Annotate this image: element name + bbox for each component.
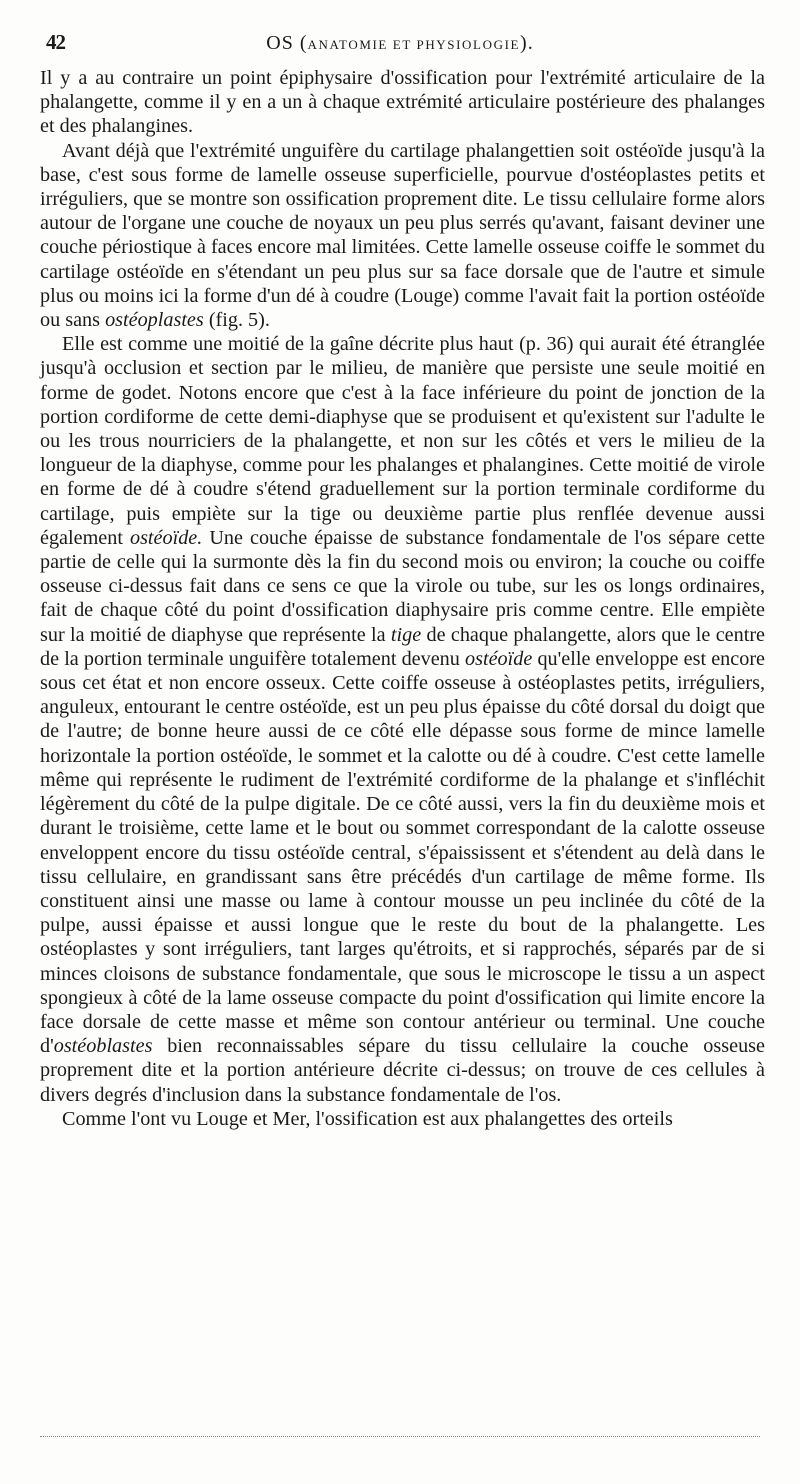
running-title (40, 32, 760, 55)
italic-run: ostéoïde (465, 647, 533, 670)
paragraph (40, 1107, 765, 1131)
paragraph (40, 332, 765, 1107)
text-run: (fig. 5). (203, 309, 270, 332)
italic-run: ostéoplastes (105, 309, 204, 332)
page-header (40, 26, 760, 56)
running-title-main: OS ( (266, 32, 308, 54)
text-run: de chaque phalangette, alors que le centre de la portion terminale unguifère totalement devenu (40, 623, 766, 670)
footer-rule (40, 1436, 760, 1437)
text-run: bien reconnaissables sépare du tissu cellulaire la couche osseuse proprement dite et la portion antérieure décrite ci-dessus; on trouve de ces cellules à divers degrés d'inclusion dans la substance fondamentale de l'os. (40, 1035, 765, 1106)
running-title-end: ). (520, 32, 534, 54)
text-run: Avant déjà que l'extrémité unguifère du cartilage phalangettien soit ostéoïde jusqu'à la base, c'est sous forme de lamelle osseuse superficielle, pourvue d'ostéoplastes petits et irréguliers, que se montre son ossification proprement dite. Le tissu cellulaire forme alors autour de l'organe une couche de noyaux un peu plus serrés qu'avant, faisant deviner une couche périostique à faces encore mal limitées. Cette lamelle osseuse coiffe le sommet du cartilage ostéoïde en s'étendant un peu plus sur sa face dorsale que de l'autre et simule plus ou moins ici la forme d'un dé à coudre (Louge) comme l'avait fait la portion ostéoïde ou sans (40, 139, 765, 332)
text-run: Il y a au contraire un point épiphysaire d'ossification pour l'extrémité articulaire de la phalangette, comme il y en a un à chaque extrémité articulaire postérieure des phalanges et des phalangines. (40, 67, 765, 138)
text-run: qu'elle enveloppe est encore sous cet état et non encore osseux. Cette coiffe osseuse à ostéoplastes petits, irréguliers, anguleux, entourant le centre ostéoïde, est un peu plus épaisse du côté dorsal du doigt que de l'autre; de bonne heure aussi de ce côté elle dépasse sous forme de mince lamelle horizontale la portion ostéoïde, le sommet et la calotte ou dé à coudre. C'est cette lamelle même qui représente le rudiment de l'extrémité cordiforme de la phalange et s'infléchit légèrement du côté de la pulpe digitale. De ce côté aussi, vers la fin du deuxième mois et durant le troisième, cette lame et le bout ou sommet correspondant de la calotte osseuse enveloppent encore du tissu ostéoïde central, s'épaississent et s'étendent au delà dans le tissu cellulaire, en grandissant sans être précédés d'un cartilage de même forme. Ils constituent ainsi une masse ou lame à contour mousse un peu inclinée du côté de la pulpe, aussi épaisse et aussi longue que le reste du bout de la phalangette. Les ostéoplastes y sont irréguliers, tant larges qu'étroits, et si rapprochés, séparés par de si minces cloisons de substance fondamentale, que sous le microscope le tissu a un aspect spongieux à côté de la lame osseuse compacte du point d'ossification qui limite encore la face dorsale de cette masse et même son contour antérieur ou terminal. Une couche d' (40, 647, 766, 1058)
running-title-smallcaps: ANATOMIE ET PHYSIOLOGIE (307, 37, 521, 52)
page-number: 42 (46, 30, 65, 54)
paragraph (40, 139, 765, 333)
italic-run: ostéoblastes (53, 1035, 153, 1058)
paragraph (40, 66, 765, 139)
text-run: Elle est comme une moitié de la gaîne décrite plus haut (p. 36) qui aurait été étranglée jusqu'à occlusion et section par le milieu, de manière que persiste une seule moitié en forme de godet. Notons encore que c'est à la face inférieure du point de jonction de la portion cordiforme de cette demi-diaphyse que se produisent et qu'existent sur l'adulte le ou les trous nourriciers de la phalangette, et non sur les côtés et vers le milieu de la longueur de la diaphyse, comme pour les phalanges et phalangines. Cette moitié de virole en forme de dé à coudre s'étend graduellement sur la portion terminale cordiforme du cartilage, puis empiète sur la tige ou deuxième partie plus renflée devenue aussi également (40, 333, 765, 549)
text-run: Une couche épaisse de substance fondamentale de l'os sépare cette partie de celle qui la surmonte dès la fin du second mois ou environ; la couche ou coiffe osseuse ci-dessus fait dans ce sens ce que la virole ou tube, sur les os longs ordinaires, fait de chaque côté du point d'ossification diaphysaire pris comme centre. Elle empiète sur la moitié de diaphyse que représente la (40, 526, 765, 646)
italic-run: tige (390, 623, 422, 646)
text-run: Comme l'ont vu Louge et Mer, l'ossification est aux phalangettes des orteils (62, 1107, 673, 1130)
body-text (40, 66, 765, 1131)
italic-run: ostéoïde. (129, 526, 203, 549)
